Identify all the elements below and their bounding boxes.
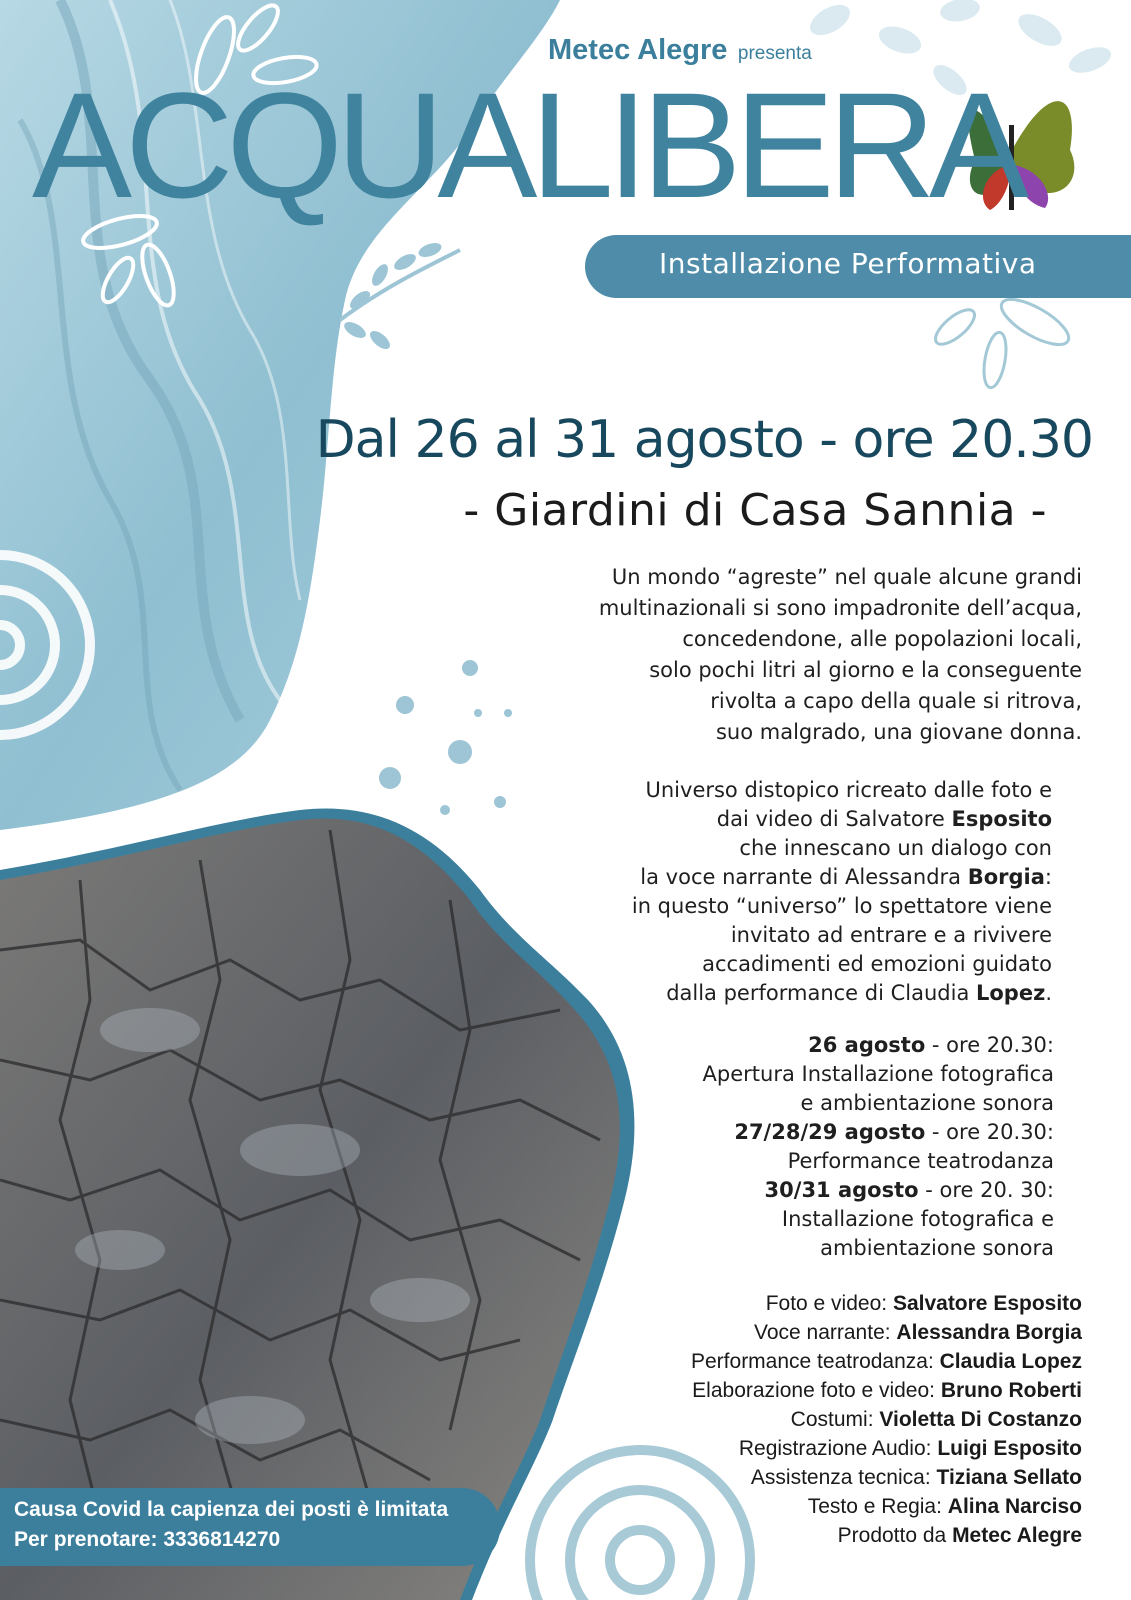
schedule-heading: 27/28/29 agosto - ore 20.30: xyxy=(734,1120,1054,1144)
credit-row: Foto e video: Salvatore Esposito xyxy=(765,1292,1082,1315)
text-line: concedendone, alle popolazioni locali, xyxy=(682,627,1082,651)
subtitle-text: Installazione Performativa xyxy=(659,247,1037,280)
credit-row: Costumi: Violetta Di Costanzo xyxy=(790,1408,1082,1431)
schedule-detail: ambientazione sonora xyxy=(820,1236,1054,1260)
schedule-detail: e ambientazione sonora xyxy=(800,1091,1054,1115)
text-line: Universo distopico ricreato dalle foto e xyxy=(645,778,1052,802)
text-line: rivolta a capo della quale si ritrova, xyxy=(710,689,1082,713)
organizer-name: Metec Alegre xyxy=(548,34,728,66)
schedule-detail: Apertura Installazione fotografica xyxy=(702,1062,1054,1086)
schedule xyxy=(703,1031,1054,1263)
credit-row: Elaborazione foto e video: Bruno Roberti xyxy=(692,1379,1082,1402)
booking-notice xyxy=(0,1488,500,1566)
subtitle-banner xyxy=(585,235,1131,298)
credit-row: Prodotto da Metec Alegre xyxy=(837,1524,1082,1547)
text-line: la voce narrante di Alessandra Borgia: xyxy=(640,865,1052,889)
booking-phone[interactable]: Per prenotare: 3336814270 xyxy=(14,1528,281,1551)
text-line: solo pochi litri al giorno e la conseguente xyxy=(649,658,1082,682)
event-venue: - Giardini di Casa Sannia - xyxy=(463,485,1047,536)
schedule-heading: 30/31 agosto - ore 20. 30: xyxy=(764,1178,1054,1202)
text-line: multinazionali si sono impadronite dell’acqua, xyxy=(598,596,1082,620)
schedule-detail: Installazione fotografica e xyxy=(781,1207,1054,1231)
text-line: invitato ad entrare e a rivivere xyxy=(730,923,1052,947)
credit-row: Registrazione Audio: Luigi Esposito xyxy=(738,1437,1082,1460)
event-title: ACQUALIBERA xyxy=(32,61,1022,229)
text-line: Un mondo “agreste” nel quale alcune grandi xyxy=(611,565,1082,589)
name-emphasis: Lopez xyxy=(976,981,1046,1005)
schedule-heading: 26 agosto - ore 20.30: xyxy=(808,1033,1054,1057)
text-line: che innescano un dialogo con xyxy=(739,836,1052,860)
text-line: dai video di Salvatore Esposito xyxy=(716,807,1052,831)
name-emphasis: Esposito xyxy=(951,807,1052,831)
event-dates: Dal 26 al 31 agosto - ore 20.30 xyxy=(315,410,1093,470)
credit-row: Voce narrante: Alessandra Borgia xyxy=(753,1321,1082,1344)
text-line: dalla performance di Claudia Lopez. xyxy=(666,981,1052,1005)
text-line: in questo “universo” lo spettatore viene xyxy=(631,894,1052,918)
capacity-notice: Causa Covid la capienza dei posti è limitata xyxy=(14,1498,449,1521)
credit-row: Performance teatrodanza: Claudia Lopez xyxy=(691,1350,1082,1373)
text-line: accadimenti ed emozioni guidato xyxy=(702,952,1052,976)
description-paragraph-1 xyxy=(599,562,1082,748)
description-paragraph-2 xyxy=(632,776,1052,1008)
text-line: suo malgrado, una giovane donna. xyxy=(715,720,1082,744)
credit-row: Testo e Regia: Alina Narciso xyxy=(807,1495,1082,1518)
name-emphasis: Borgia xyxy=(967,865,1045,889)
credit-row: Assistenza tecnica: Tiziana Sellato xyxy=(750,1466,1082,1489)
schedule-detail: Performance teatrodanza xyxy=(787,1149,1054,1173)
credits-list xyxy=(691,1289,1082,1550)
presents-label: presenta xyxy=(737,43,812,64)
